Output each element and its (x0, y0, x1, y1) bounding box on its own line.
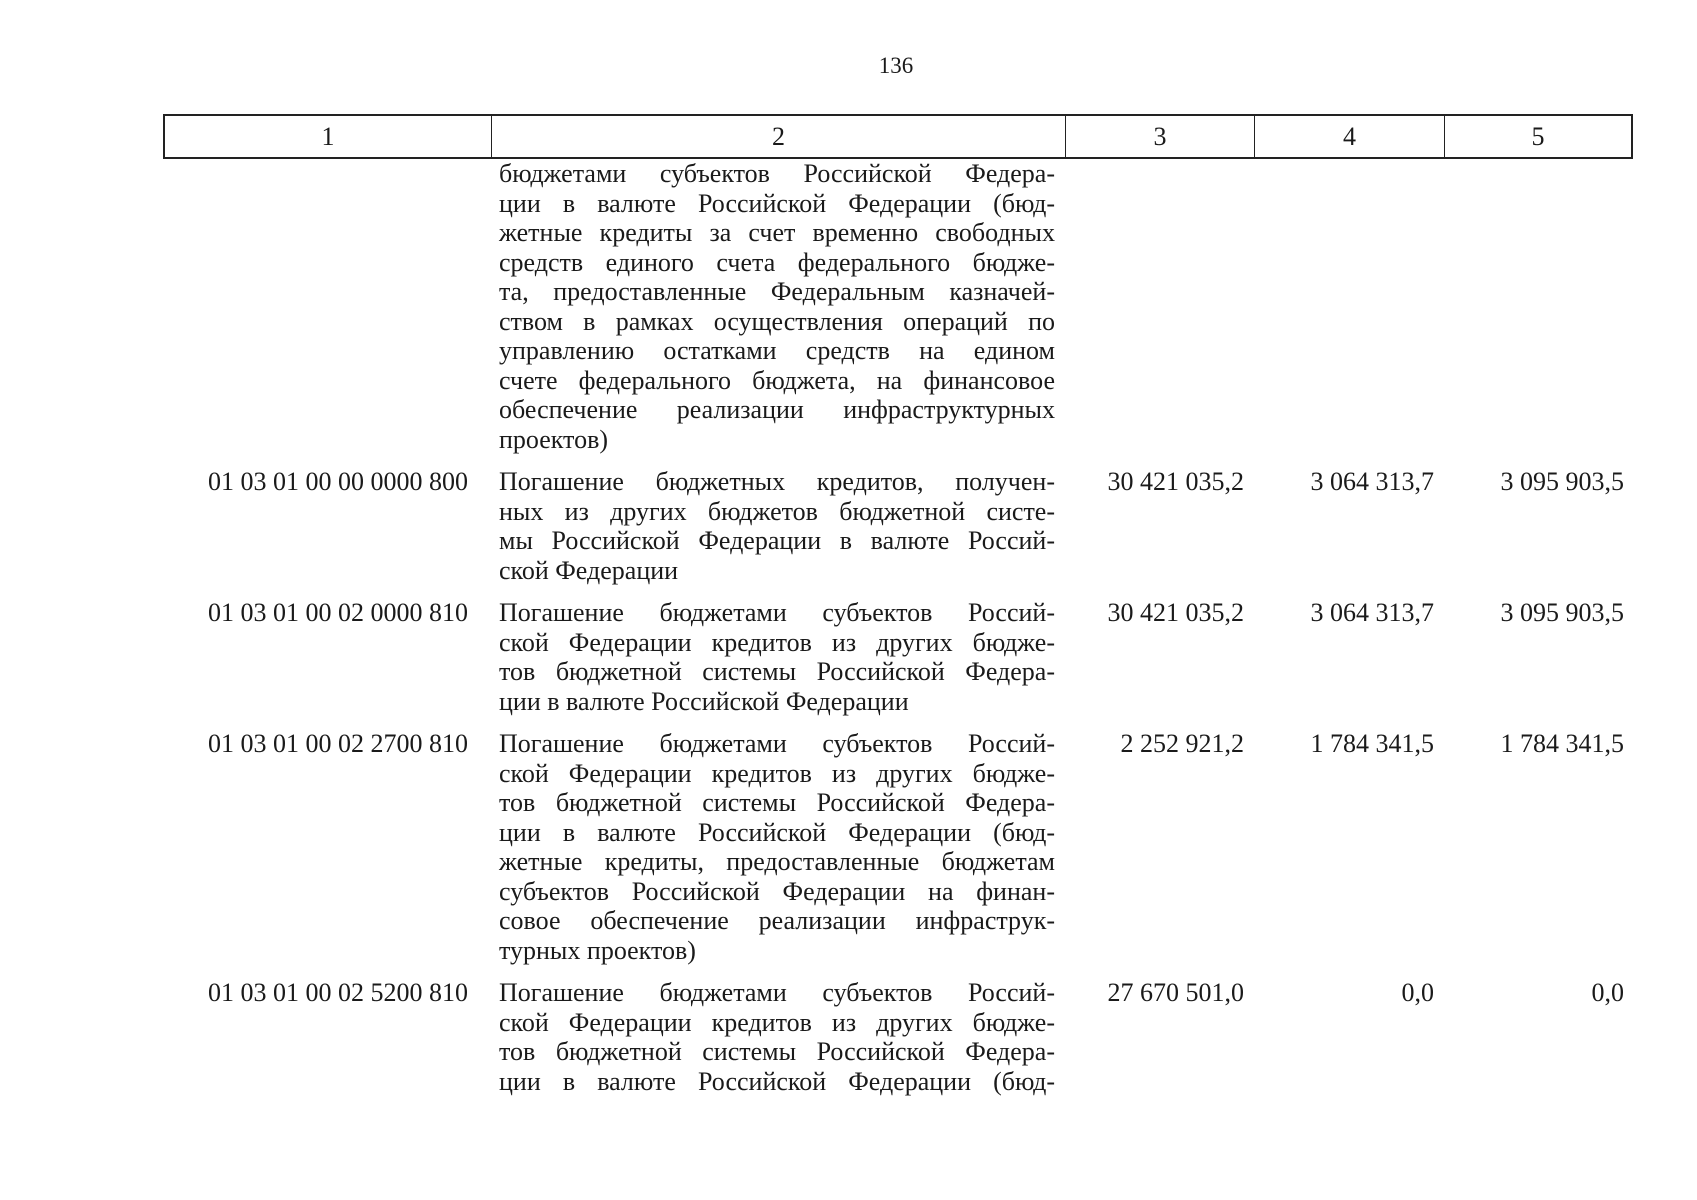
description-line: совое обеспечение реализации инфраструк- (499, 906, 1055, 935)
value-col3-cell: 30 421 035,2 (1107, 467, 1244, 496)
description-line: тов бюджетной системы Российской Федера- (499, 788, 1055, 817)
description-line: жетные кредиты за счет временно свободных (499, 218, 1055, 247)
value-col3-cell: 27 670 501,0 (1107, 978, 1244, 1007)
table-row (163, 729, 1633, 965)
description-line: ской Федерации кредитов из других бюдже- (499, 627, 1055, 657)
description-line: субъектов Российской Федерации на финан- (499, 876, 1055, 906)
table-row-continuation (163, 159, 1633, 454)
value-col4-cell: 1 784 341,5 (1310, 729, 1434, 758)
description-line: проектов) (499, 424, 609, 454)
description-cell (490, 467, 1064, 585)
header-cell-2: 2 (492, 116, 1066, 157)
description-line: ции в валюте Российской Федерации (бюд- (499, 188, 1055, 218)
value-col4-cell: 0,0 (1401, 978, 1434, 1007)
header-cell-3: 3 (1066, 116, 1255, 157)
description-line: мы Российской Федерации в валюте Россий- (499, 526, 1055, 555)
value-col5-cell: 0,0 (1591, 978, 1624, 1007)
page-number: 136 (878, 53, 914, 78)
description-line: ции в валюте Российской Федерации (бюд- (499, 817, 1055, 847)
description-line: обеспечение реализации инфраструктурных (499, 395, 1055, 424)
description-line: жетные кредиты, предоставленные бюджетам (499, 847, 1055, 876)
table-row (163, 467, 1633, 585)
description-line: та, предоставленные Федеральным казначей- (499, 277, 1055, 306)
table-row (163, 598, 1633, 716)
description-line: ных из других бюджетов бюджетной систе- (499, 496, 1055, 526)
value-col5-cell: 1 784 341,5 (1500, 729, 1624, 758)
description-cell (490, 978, 1064, 1096)
description-line: Погашение бюджетами субъектов Россий- (499, 978, 1055, 1007)
description-line: турных проектов) (499, 935, 696, 965)
value-col4-cell: 3 064 313,7 (1310, 467, 1434, 496)
description-line: Погашение бюджетами субъектов Россий- (499, 729, 1055, 758)
value-col5-cell: 3 095 903,5 (1500, 467, 1624, 496)
description-cell (490, 159, 1064, 454)
value-col3-cell: 30 421 035,2 (1107, 598, 1244, 627)
description-cell (490, 598, 1064, 716)
value-col5-cell: 3 095 903,5 (1500, 598, 1624, 627)
description-line: ской Федерации кредитов из других бюдже- (499, 1007, 1055, 1037)
description-line: тов бюджетной системы Российской Федера- (499, 657, 1055, 686)
description-cell (490, 729, 1064, 965)
description-line: тов бюджетной системы Российской Федера- (499, 1037, 1055, 1066)
description-line: средств единого счета федерального бюдже- (499, 247, 1055, 277)
description-line: ции в валюте Российской Федерации (499, 686, 909, 716)
header-cell-1: 1 (165, 116, 492, 157)
description-line: ции в валюте Российской Федерации (бюд- (499, 1066, 1055, 1096)
value-col4-cell: 3 064 313,7 (1310, 598, 1434, 627)
description-line: ской Федерации кредитов из других бюдже- (499, 758, 1055, 788)
budget-code-cell: 01 03 01 00 00 0000 800 (208, 467, 468, 496)
budget-code-cell: 01 03 01 00 02 2700 810 (208, 729, 468, 758)
description-line: Погашение бюджетных кредитов, получен- (499, 467, 1055, 496)
budget-code-cell: 01 03 01 00 02 0000 810 (208, 598, 468, 627)
description-line: счете федерального бюджета, на финансовое (499, 365, 1055, 395)
description-line: бюджетами субъектов Российской Федера- (499, 159, 1055, 188)
budget-code-cell: 01 03 01 00 02 5200 810 (208, 978, 468, 1007)
table-header-row (163, 114, 1633, 159)
description-line: Погашение бюджетами субъектов Россий- (499, 598, 1055, 627)
table-row (163, 978, 1633, 1096)
value-col3-cell: 2 252 921,2 (1120, 729, 1244, 758)
table-body (163, 159, 1633, 1096)
header-cell-4: 4 (1255, 116, 1445, 157)
description-line: ской Федерации (499, 555, 679, 585)
description-line: ством в рамках осуществления операций по (499, 306, 1055, 336)
header-cell-5: 5 (1531, 121, 1545, 151)
description-line: управлению остатками средств на едином (499, 336, 1055, 365)
